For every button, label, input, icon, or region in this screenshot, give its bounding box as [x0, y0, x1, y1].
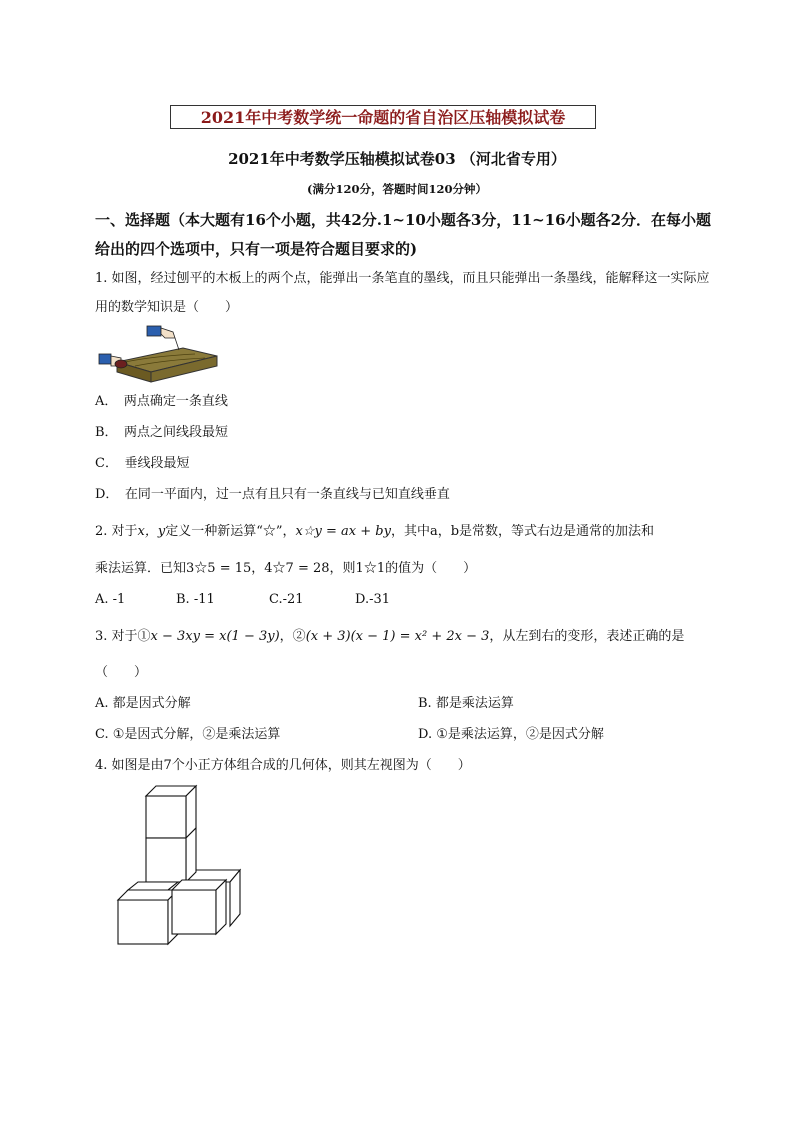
q2-text-d: 乘法运算．已知 — [95, 561, 187, 576]
q2-formula: x☆y = ax + by — [295, 524, 391, 539]
question-1-option-a: A． 两点确定一条直线 — [95, 394, 228, 409]
q3-mid: ，② — [279, 629, 306, 644]
cube-stack-figure — [110, 782, 250, 952]
wooden-board-illustration — [95, 320, 225, 390]
exam-banner: 2021年中考数学统一命题的省自治区压轴模拟试卷 — [170, 105, 596, 129]
question-2-option-d: D.-31 — [355, 592, 391, 607]
exam-title: 2021年中考数学压轴模拟试卷03 （河北省专用） — [228, 150, 566, 168]
section-heading: 一、选择题（本大题有16个小题，共42分.1~10小题各3分，11~16小题各2分．在每小题给出的四个选项中，只有一项是符合题目要求的) — [95, 211, 712, 258]
question-3-blank: （ ） — [95, 665, 148, 680]
q2-text-f: 的值为（ ） — [385, 561, 477, 576]
q2-sep: ， — [251, 561, 265, 576]
q3-formula-2: (x + 3)(x − 1) = x² + 2x − 3 — [305, 629, 490, 644]
question-1-option-d: D． 在同一平面内，过一点有且只有一条直线与已知直线垂直 — [95, 487, 450, 502]
q2-formula-2: 4☆7 = 28 — [264, 561, 330, 576]
q3-formula-1: x − 3xy = x(1 − 3y) — [150, 629, 280, 644]
q2-vars: x，y — [137, 524, 166, 539]
question-4-stem: 4. 如图是由7个小正方体组合成的几何体，则其左视图为（ ） — [95, 758, 471, 773]
q2-text-a: 2. 对于 — [95, 524, 138, 539]
exam-subtitle: (满分120分，答题时间120分钟） — [307, 182, 487, 196]
question-1-option-b: B． 两点之间线段最短 — [95, 425, 229, 440]
question-3-option-d: D. ①是乘法运算，②是因式分解 — [418, 727, 604, 742]
question-2-line-2 — [95, 554, 715, 583]
question-1-option-c: C． 垂线段最短 — [95, 456, 190, 471]
q2-text-c: ，其中a，b是常数，等式右边是通常的加法和 — [390, 524, 655, 539]
question-1-stem: 1. 如图，经过刨平的木板上的两个点，能弹出一条笔直的墨线，而且只能弹出一条墨线，能解释这一实际应用的数学知识是（ ） — [95, 271, 710, 315]
question-3-line-1 — [95, 622, 715, 651]
q3-suffix: ，从左到右的变形，表述正确的是 — [489, 629, 685, 644]
question-3-option-c: C. ①是因式分解，②是乘法运算 — [95, 727, 281, 742]
q2-formula-3: 1☆1 — [355, 561, 386, 576]
q2-text-b: 定义一种新运算“☆”， — [165, 524, 296, 539]
question-3-option-a: A. 都是因式分解 — [95, 696, 191, 711]
question-2-option-c: C.-21 — [269, 592, 304, 607]
q3-prefix: 3. 对于① — [95, 629, 151, 644]
question-2-option-b: B. -11 — [176, 592, 215, 607]
question-2-line-1 — [95, 517, 715, 546]
q2-text-e: ，则 — [329, 561, 356, 576]
q2-formula-1: 3☆5 = 15 — [186, 561, 252, 576]
question-2-option-a: A. -1 — [95, 592, 126, 607]
question-3-option-b: B. 都是乘法运算 — [418, 696, 514, 711]
